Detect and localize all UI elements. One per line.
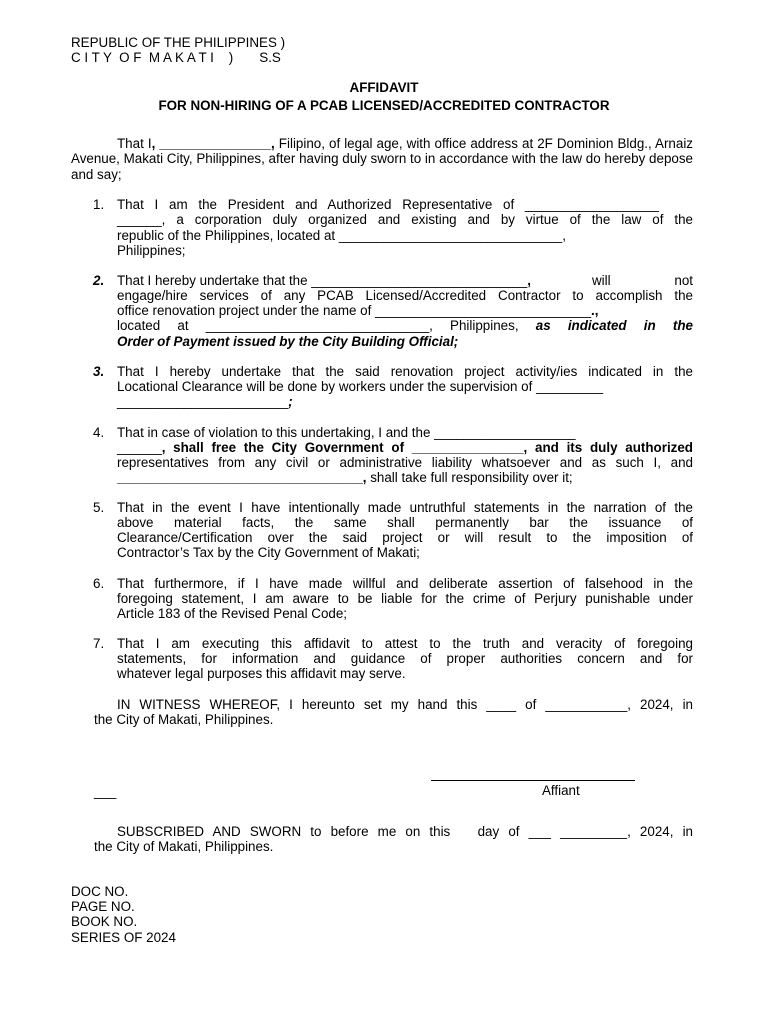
header-republic: REPUBLIC OF THE PHILIPPINES ) [71,35,286,50]
item-number: 7. [93,636,105,651]
intro-body: Filipino, of legal age, with office address at 2F Dominion Bldg., Arnaiz Avenue, Makati City, Philippines, after having duly sworn to in accordance with the law do hereby depose and say; [71,136,693,182]
item-line: Locational Clearance will be done by workers under the supervision of _________ [117,379,604,394]
item-number: 5. [93,500,105,515]
item-line: That I hereby undertake that the _____________________________, will not [117,273,693,288]
item-line: foregoing statement, I am aware to be liable for the crime of Perjury punishable under [117,591,693,606]
sworn-line-1: SUBSCRIBED AND SWORN to before me on this day of ___ _________, 2024, in [117,824,693,839]
item-line: Contractor’s Tax by the City Government of Makati; [117,545,420,560]
item-line: That I am executing this affidavit to attest to the truth and veracity of foregoing [117,636,693,651]
title-subtitle: FOR NON-HIRING OF A PCAB LICENSED/ACCREDITED CONTRACTOR [158,98,610,113]
item-line: That furthermore, if I have made willful and deliberate assertion of falsehood in the [117,576,693,591]
header-city: C I T Y O F M A K A T I ) S.S [71,50,281,65]
title-affidavit: AFFIDAVIT [349,80,419,95]
item-line: Philippines; [117,243,186,258]
witness-line-1: IN WITNESS WHEREOF, I hereunto set my hand this ____ of ___________, 2024, in [117,697,693,712]
item-line: office renovation project under the name of _____________________________., [117,303,599,318]
witness-line-2: the City of Makati, Philippines. [94,712,274,727]
item-line: whatever legal purposes this affidavit may serve. [117,666,406,681]
item-line: Order of Payment issued by the City Building Official; [117,334,459,349]
item-line: That in case of violation to this undertaking, I and the ___________________ [117,425,576,440]
item-number: 3. [93,364,105,379]
affiant-signature-line [431,780,635,781]
signature-left-mark: ___ [94,784,117,799]
item-number: 1. [93,197,105,212]
item-line: located at ______________________________, Philippines, as indicated in the [117,318,693,333]
item-line: ______, a corporation duly organized and existing and by virtue of the law of the [117,212,693,227]
book-no: BOOK NO. [71,914,138,929]
item-line: above material facts, the same shall permanently bar the issuance of [117,515,693,530]
sworn-line-2: the City of Makati, Philippines. [94,839,274,854]
item-line: engage/hire services of any PCAB Licensed/Accredited Contractor to accomplish the [117,288,693,303]
item-number: 2. [93,273,105,288]
item-line: That I hereby undertake that the said renovation project activity/ies indicated in the [117,364,693,379]
series: SERIES OF 2024 [71,930,176,945]
item-line: representatives from any civil or administrative liability whatsoever and as such I, and [117,455,693,470]
item-line: statements, for information and guidance of proper authorities concern and for [117,651,693,666]
item-line: republic of the Philippines, located at ______________________________, [117,228,566,243]
item-number: 4. [93,425,105,440]
item-line: _________________________________, shall take full responsibility over it; [117,470,573,485]
doc-no: DOC NO. [71,884,129,899]
item-line: That I am the President and Authorized Representative of __________________ [117,197,659,212]
affiant-label: Affiant [542,783,580,798]
item-line: Clearance/Certification over the said project or will result to the imposition of [117,530,693,545]
intro-name-blank: , _______________, [151,136,275,151]
item-line: That in the event I have intentionally made untruthful statements in the narration of the [117,500,693,515]
item-line: _______________________; [117,394,293,409]
intro-paragraph [71,136,693,182]
page-no: PAGE NO. [71,899,135,914]
item-number: 6. [93,576,105,591]
item-line: Article 183 of the Revised Penal Code; [117,606,348,621]
item-line: ______, shall free the City Government of _______________, and its duly authorized [117,440,693,455]
intro-that-i: That I [117,136,152,151]
